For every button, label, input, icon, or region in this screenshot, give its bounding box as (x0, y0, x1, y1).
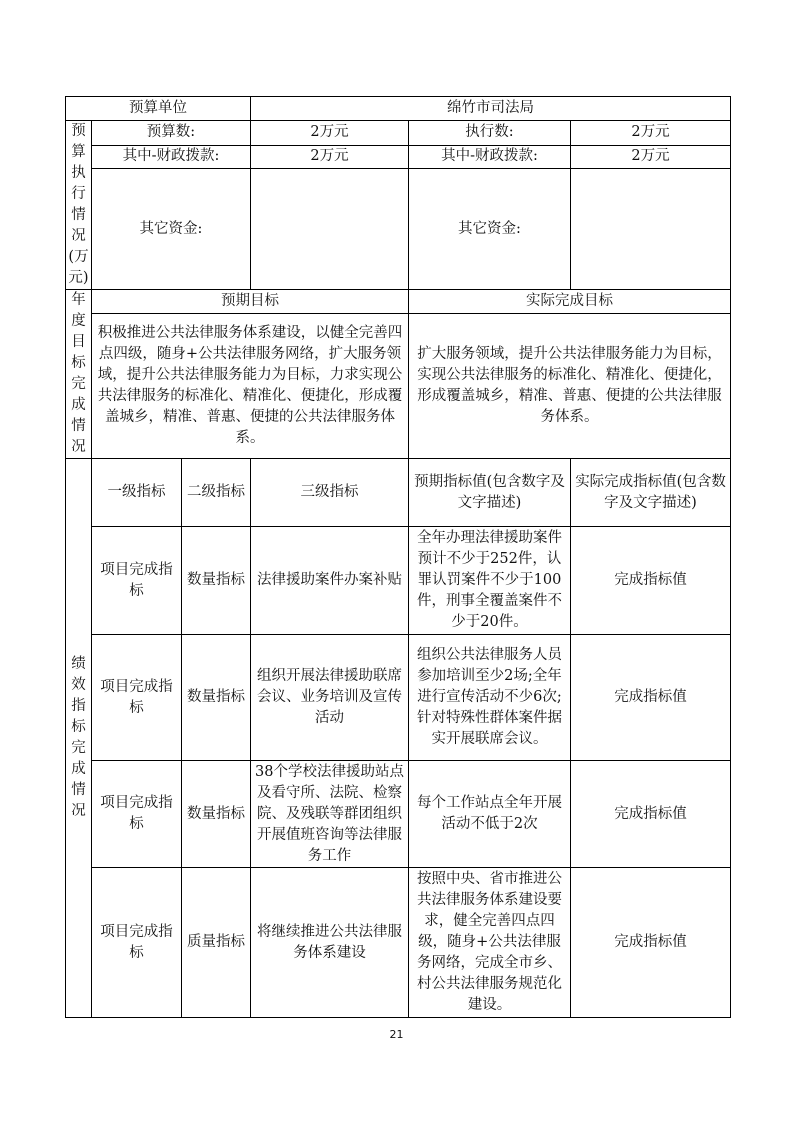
table-row (66, 635, 731, 761)
actual-value-header: 实际完成指标值(包含数字及文字描述) (571, 459, 731, 527)
actual-goal-header: 实际完成目标 (409, 290, 731, 314)
table-row (66, 527, 731, 635)
level2-indicator: 数量指标 (182, 761, 251, 868)
executed-fiscal-appropriation-value: 2万元 (571, 145, 731, 169)
fiscal-appropriation-label: 其中-财政拨款: (92, 145, 251, 169)
expected-goal-header: 预期目标 (92, 290, 409, 314)
expected-value: 组织公共法律服务人员参加培训至少2场;全年进行宣传活动不少6次;针对特殊性群体案件据实开展联席会议。 (409, 635, 571, 761)
page-number: 21 (389, 1028, 404, 1041)
other-funds-value (251, 169, 409, 290)
actual-value: 完成指标值 (571, 868, 731, 1018)
budget-amount-label: 预算数: (92, 121, 251, 146)
actual-goal-text: 扩大服务领域，提升公共法律服务能力为目标，实现公共法律服务的标准化、精准化、便捷化，形成覆盖城乡，精准、普惠、便捷的公共法律服务体系。 (409, 313, 731, 458)
performance-side-label: 绩效指标完成情况 (66, 459, 92, 1018)
budget-unit-label: 预算单位 (66, 97, 251, 121)
expected-value: 每个工作站点全年开展活动不低于2次 (409, 761, 571, 868)
executed-fiscal-appropriation-label: 其中-财政拨款: (409, 145, 571, 169)
level3-indicator: 法律援助案件办案补贴 (251, 527, 409, 635)
actual-value: 完成指标值 (571, 635, 731, 761)
actual-value: 完成指标值 (571, 527, 731, 635)
indicator-header-row (66, 459, 731, 527)
level1-indicator: 项目完成指标 (92, 527, 182, 635)
expected-goal-text: 积极推进公共法律服务体系建设，以健全完善四点四级，随身+公共法律服务网络，扩大服务领域，提升公共法律服务能力为目标，力求实现公共法律服务的标准化、精准化、便捷化，形成覆盖城乡，精准、普惠、便捷的公共法律服务体系。 (92, 313, 409, 458)
level3-indicator-header: 三级指标 (251, 459, 409, 527)
budget-unit-value: 绵竹市司法局 (251, 97, 731, 121)
expected-value-header: 预期指标值(包含数字及文字描述) (409, 459, 571, 527)
level1-indicator: 项目完成指标 (92, 635, 182, 761)
budget-amount-value: 2万元 (251, 121, 409, 146)
other-funds-label: 其它资金: (92, 169, 251, 290)
level1-indicator-header: 一级指标 (92, 459, 182, 527)
level2-indicator: 数量指标 (182, 635, 251, 761)
level3-indicator: 将继续推进公共法律服务体系建设 (251, 868, 409, 1018)
level2-indicator: 质量指标 (182, 868, 251, 1018)
table-row (66, 868, 731, 1018)
expected-value: 全年办理法律援助案件预计不少于252件，认罪认罚案件不少于100件，刑事全覆盖案件不少于20件。 (409, 527, 571, 635)
budget-execution-side-label: 预算执行情况(万元) (66, 121, 92, 290)
fiscal-appropriation-value: 2万元 (251, 145, 409, 169)
executed-amount-value: 2万元 (571, 121, 731, 146)
level2-indicator-header: 二级指标 (182, 459, 251, 527)
executed-other-funds-value (571, 169, 731, 290)
budget-amount-row (66, 121, 731, 146)
level2-indicator: 数量指标 (182, 527, 251, 635)
performance-report-table (65, 96, 731, 1018)
level1-indicator: 项目完成指标 (92, 761, 182, 868)
annual-goals-side-label: 年度目标完成情况 (66, 290, 92, 459)
budget-unit-row (66, 97, 731, 121)
fiscal-appropriation-row (66, 145, 731, 169)
level1-indicator: 项目完成指标 (92, 868, 182, 1018)
annual-goals-content-row (66, 313, 731, 458)
executed-amount-label: 执行数: (409, 121, 571, 146)
annual-goals-header-row (66, 290, 731, 314)
level3-indicator: 38个学校法律援助站点及看守所、法院、检察院、及残联等群团组织开展值班咨询等法律服务工作 (251, 761, 409, 868)
expected-value: 按照中央、省市推进公共法律服务体系建设要求，健全完善四点四级，随身+公共法律服务网络，完成全市乡、村公共法律服务规范化建设。 (409, 868, 571, 1018)
executed-other-funds-label: 其它资金: (409, 169, 571, 290)
actual-value: 完成指标值 (571, 761, 731, 868)
level3-indicator: 组织开展法律援助联席会议、业务培训及宣传活动 (251, 635, 409, 761)
table-row (66, 761, 731, 868)
other-funds-row (66, 169, 731, 290)
